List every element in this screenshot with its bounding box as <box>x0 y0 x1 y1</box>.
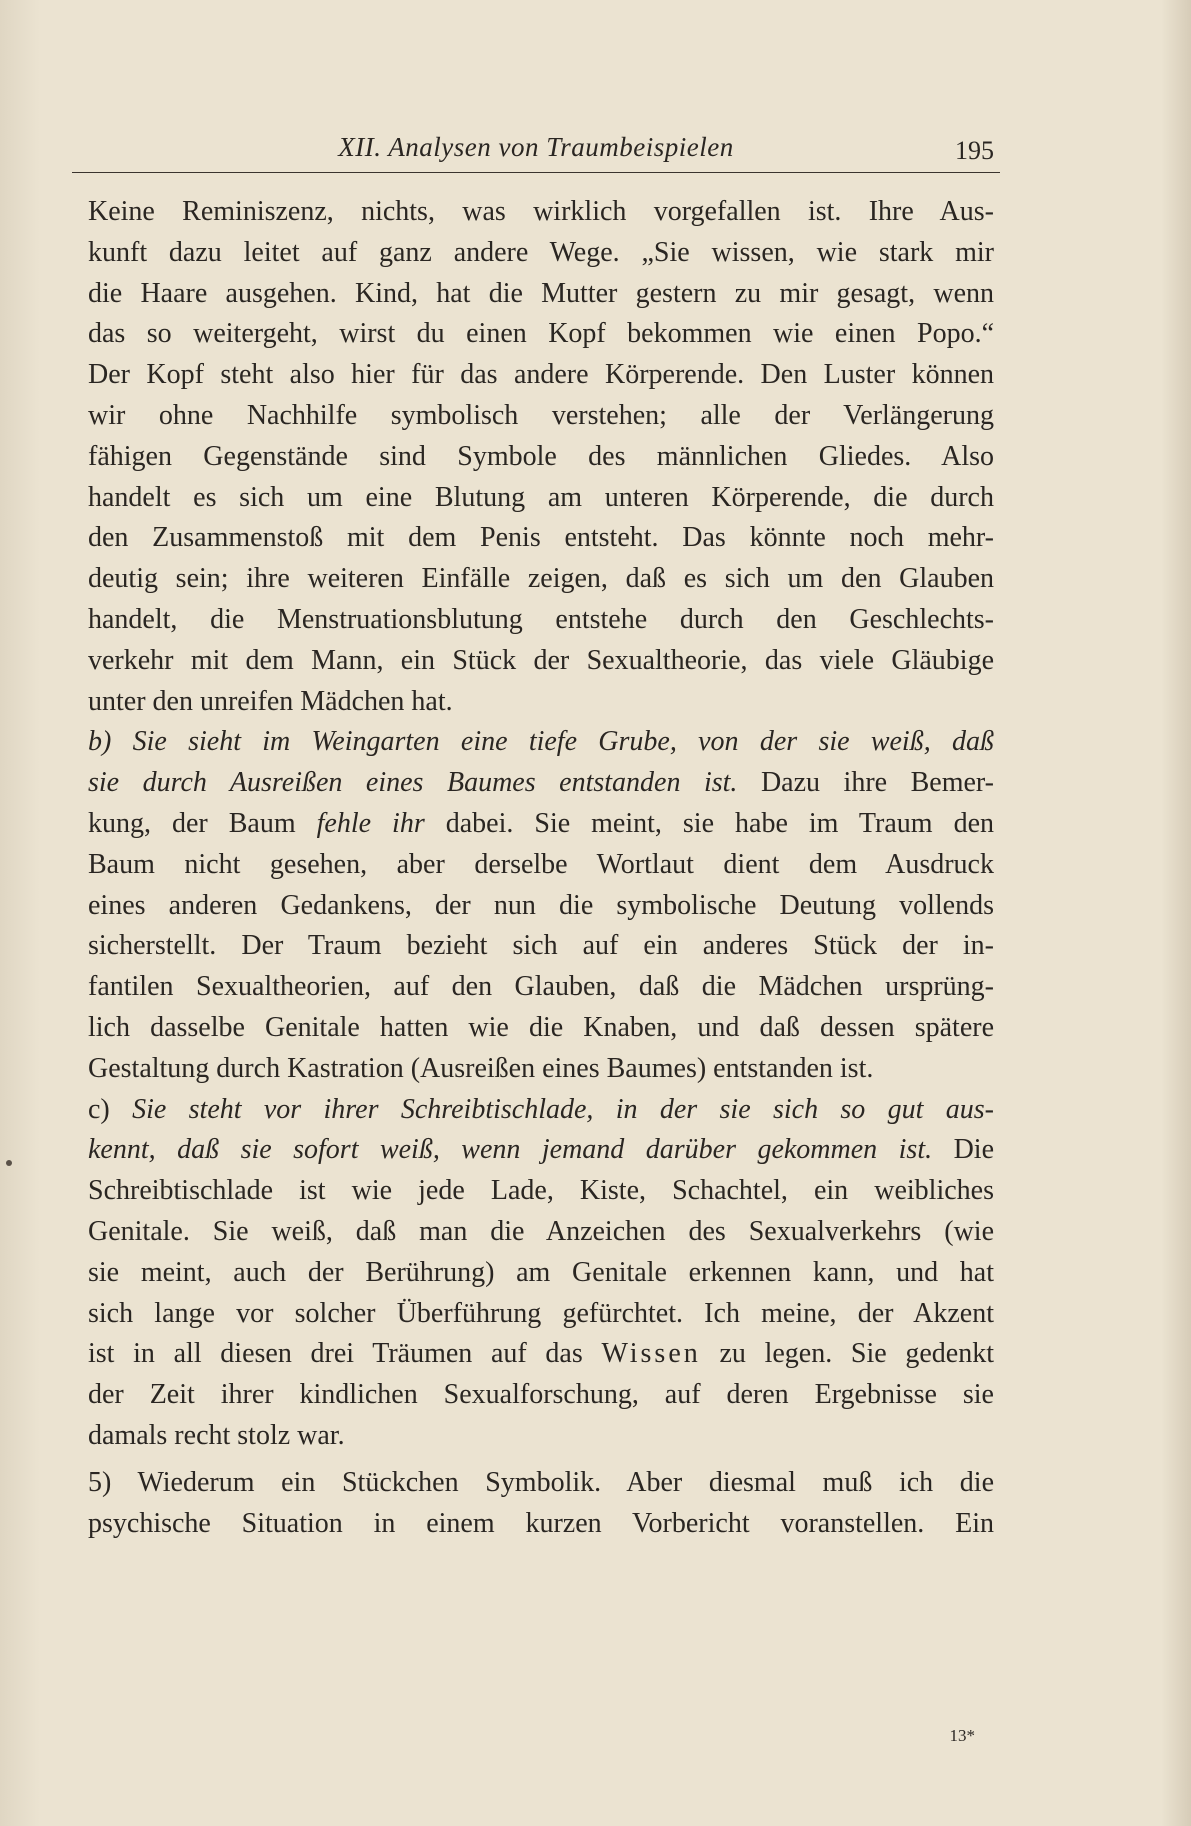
text-line <box>88 1334 994 1375</box>
text-line: handelt es sich um eine Blutung am unteren Körperende, die durch <box>88 481 994 513</box>
paragraph-5 <box>88 1463 994 1545</box>
text-line: wir ohne Nachhilfe symbolisch verstehen; alle der Verlängerung <box>88 399 994 431</box>
text-line: fähigen Gegenstände sind Symbole des männlichen Gliedes. Also <box>88 440 994 472</box>
text-line: lich dasselbe Genitale hatten wie die Knaben, und daß dessen spätere <box>88 1011 994 1043</box>
text-line: eines anderen Gedankens, der nun die symbolische Deutung vollends <box>88 889 994 921</box>
text-line: Genitale. Sie weiß, daß man die Anzeichen des Sexualverkehrs (wie <box>88 1215 994 1247</box>
text-line: fantilen Sexualtheorien, auf den Glauben, daß die Mädchen ursprüng- <box>88 971 994 1003</box>
text-line <box>88 804 994 845</box>
text-line: sich lange vor solcher Überführung gefürchtet. Ich meine, der Akzent <box>88 1297 994 1329</box>
text-line: handelt, die Menstruationsblutung entstehe durch den Geschlechts- <box>88 603 994 635</box>
body-text <box>88 192 994 1544</box>
text-line: b) Sie sieht im Weingarten eine tiefe Grube, von der sie weiß, daß <box>88 726 994 758</box>
text-run: ist in all diesen drei Träumen auf das <box>88 1338 602 1370</box>
page-number: 195 <box>955 136 994 165</box>
text-line: psychische Situation in einem kurzen Vorbericht voranstellen. Ein <box>88 1507 994 1539</box>
text-line: sie meint, auch der Berührung) am Genitale erkennen kann, und hat <box>88 1256 994 1288</box>
text-line <box>88 763 994 804</box>
text-line: Gestaltung durch Kastration (Ausreißen eines Baumes) entstanden ist. <box>88 1052 874 1084</box>
italic-text: kennt, daß sie sofort weiß, wenn jemand darüber gekommen ist. <box>88 1134 933 1166</box>
paragraph-c <box>88 1090 994 1457</box>
text-line: Der Kopf steht also hier für das andere Körperende. Den Luster können <box>88 359 994 391</box>
text-line: das so weitergeht, wirst du einen Kopf bekommen wie einen Popo.“ <box>88 318 994 350</box>
italic-text: Sie steht vor ihrer Schreibtischlade, in der sie sich so gut aus- <box>132 1093 994 1125</box>
text-line: deutig sein; ihre weiteren Einfälle zeigen, daß es sich um den Glauben <box>88 563 994 595</box>
text-run: zu legen. Sie gedenkt <box>700 1338 994 1370</box>
text-run: Die <box>932 1134 995 1166</box>
text-line: verkehr mit dem Mann, ein Stück der Sexualtheorie, das viele Gläubige <box>88 644 994 676</box>
paragraph-1 <box>88 192 994 722</box>
margin-dot <box>6 1160 12 1166</box>
text-line: unter den unreifen Mädchen hat. <box>88 685 453 717</box>
text-line: damals recht stolz war. <box>88 1419 345 1451</box>
text-line <box>88 1130 994 1171</box>
text-line: den Zusammenstoß mit dem Penis entsteht. Das könnte noch mehr- <box>88 522 994 554</box>
text-line: Keine Reminiszenz, nichts, was wirklich vorgefallen ist. Ihre Aus- <box>88 196 994 227</box>
italic-text: fehle ihr <box>316 807 425 839</box>
text-run: Dazu ihre Bemer- <box>737 767 994 799</box>
text-run: kung, der Baum <box>88 807 317 839</box>
text-line: sicherstellt. Der Traum bezieht sich auf ein anderes Stück der in- <box>88 930 994 962</box>
chapter-title: XII. Analysen von Traumbeispielen <box>338 132 734 162</box>
text-line <box>88 1090 994 1131</box>
text-run: c) <box>88 1093 133 1125</box>
italic-text: sie durch Ausreißen eines Baumes entstanden ist. <box>88 767 738 799</box>
text-line: der Zeit ihrer kindlichen Sexualforschung, auf deren Ergebnisse sie <box>88 1379 994 1411</box>
paragraph-b <box>88 722 994 1089</box>
text-run: dabei. Sie meint, sie habe im Traum den <box>424 807 994 839</box>
text-line: 5) Wiederum ein Stückchen Symbolik. Aber diesmal muß ich die <box>88 1466 994 1498</box>
text-line: Schreibtischlade ist wie jede Lade, Kiste, Schachtel, ein weibliches <box>88 1175 994 1207</box>
text-line: die Haare ausgehen. Kind, hat die Mutter gestern zu mir gesagt, wenn <box>88 277 994 309</box>
spaced-emphasis: Wissen <box>601 1338 701 1370</box>
signature-mark: 13* <box>949 1726 975 1745</box>
text-line: kunft dazu leitet auf ganz andere Wege. „Sie wissen, wie stark mir <box>88 236 994 268</box>
text-line: Baum nicht gesehen, aber derselbe Wortlaut dient dem Ausdruck <box>88 848 994 880</box>
running-header <box>72 132 1000 173</box>
